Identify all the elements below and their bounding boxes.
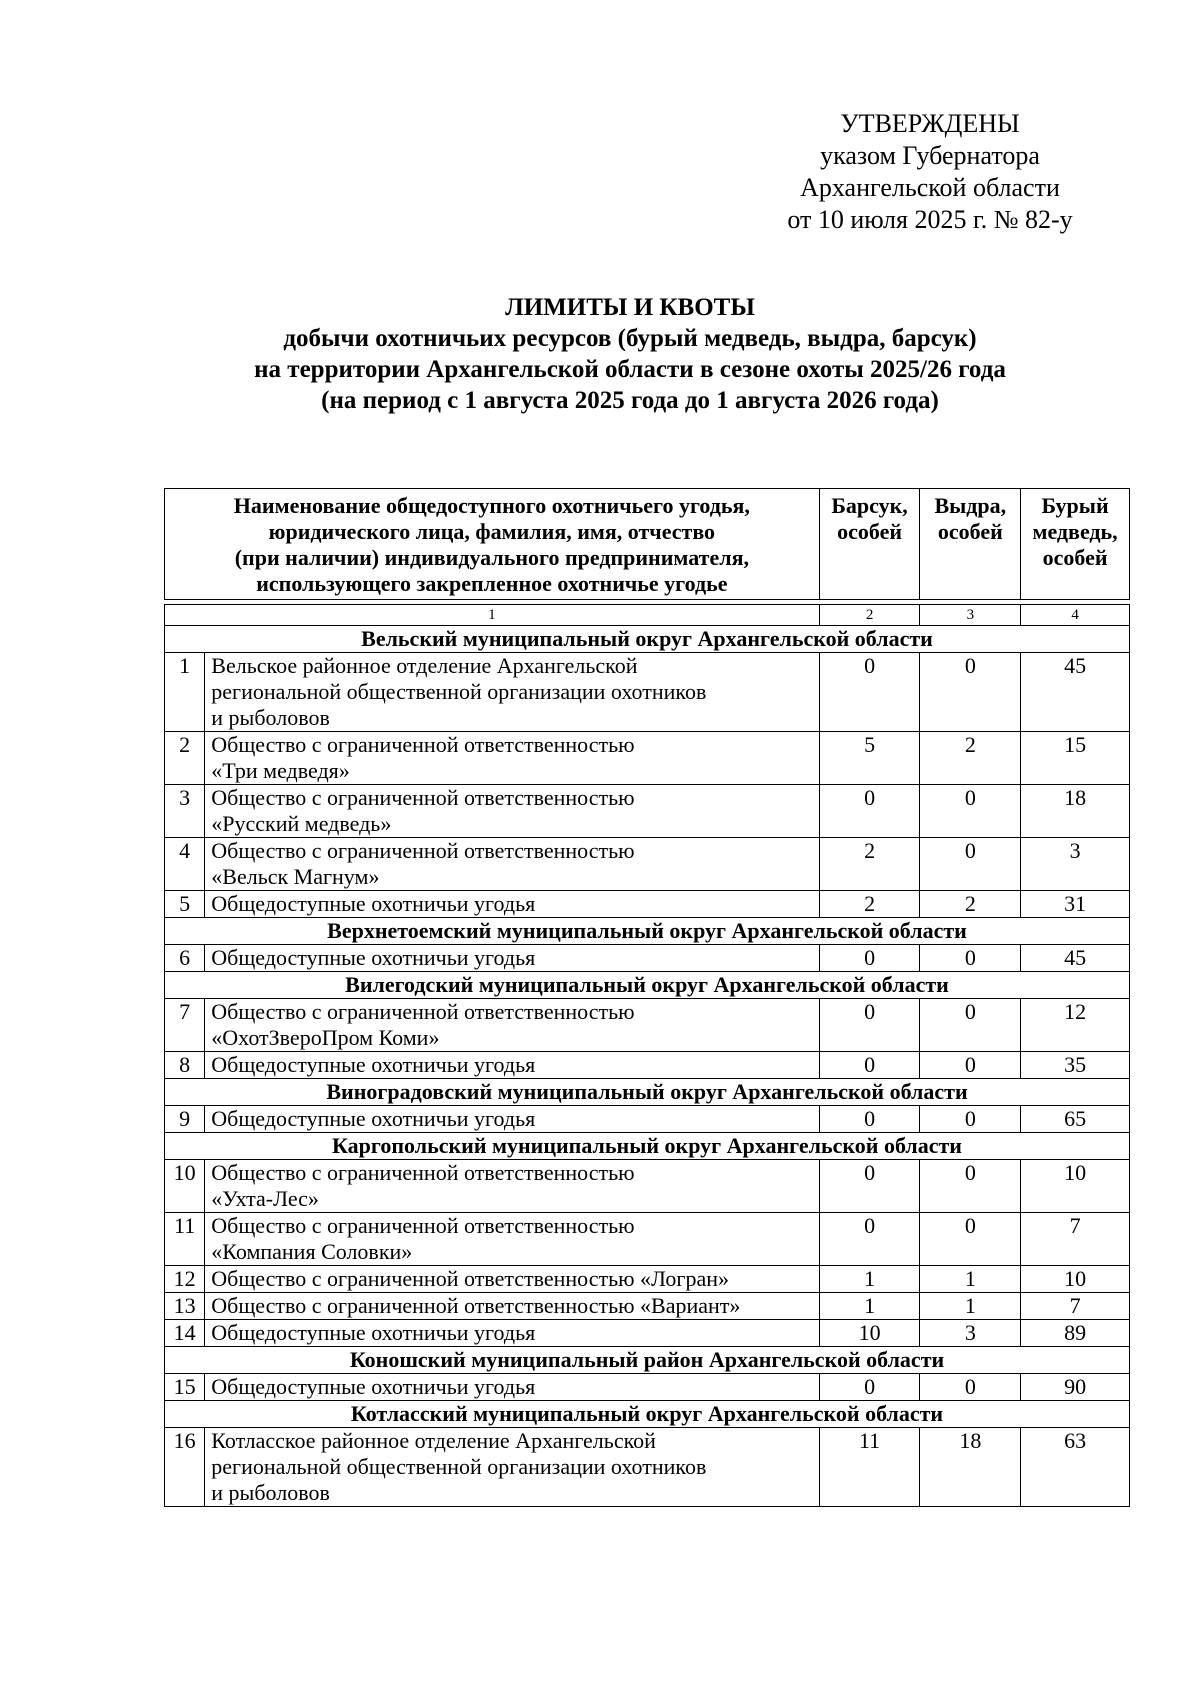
row-name-line: Общедоступные охотничьи угодья [211, 1052, 536, 1077]
row-name-line: Общедоступные охотничьи угодья [211, 1106, 536, 1131]
row-name-line: Общество с ограниченной ответственностью [211, 1160, 635, 1185]
badger-count: 0 [819, 999, 920, 1052]
otter-count: 0 [920, 838, 1021, 891]
bear-count: 63 [1021, 1428, 1130, 1507]
bear-count: 18 [1021, 785, 1130, 838]
row-name-line: «Вельск Магнум» [211, 864, 380, 889]
row-name [205, 1106, 819, 1133]
badger-count: 10 [819, 1320, 920, 1347]
badger-count: 0 [819, 1106, 920, 1133]
row-name-line: «Русский медведь» [211, 811, 392, 836]
row-name [205, 1374, 819, 1401]
district-name: Виноградовский муниципальный округ Архангельской области [165, 1079, 1130, 1106]
row-name [205, 1320, 819, 1347]
otter-count: 0 [920, 785, 1021, 838]
otter-count: 1 [920, 1266, 1021, 1293]
district-row [165, 972, 1130, 999]
row-name [205, 653, 819, 732]
bear-count: 45 [1021, 945, 1130, 972]
table-row [165, 1213, 1130, 1266]
row-name-line: Общедоступные охотничьи угодья [211, 1320, 536, 1345]
table-row [165, 653, 1130, 732]
row-name [205, 1428, 819, 1507]
otter-count: 0 [920, 945, 1021, 972]
row-number: 12 [165, 1266, 205, 1293]
district-row [165, 1401, 1130, 1428]
district-row [165, 626, 1130, 653]
bear-count: 31 [1021, 891, 1130, 918]
otter-count: 0 [920, 1106, 1021, 1133]
table-row [165, 785, 1130, 838]
bear-count: 15 [1021, 732, 1130, 785]
table-row [165, 1266, 1130, 1293]
row-name-line: Общество с ограниченной ответственностью [211, 732, 635, 757]
district-name: Верхнетоемский муниципальный округ Архангельской области [165, 918, 1130, 945]
table-body [165, 626, 1130, 1507]
otter-count: 18 [920, 1428, 1021, 1507]
table-row [165, 1052, 1130, 1079]
row-name-line: Общедоступные охотничьи угодья [211, 945, 536, 970]
bear-count: 65 [1021, 1106, 1130, 1133]
row-name [205, 891, 819, 918]
approval-line-3: Архангельской области [800, 173, 1060, 202]
row-number: 15 [165, 1374, 205, 1401]
district-name: Котласский муниципальный округ Архангельской области [165, 1401, 1130, 1428]
row-name [205, 1213, 819, 1266]
badger-count: 0 [819, 1052, 920, 1079]
row-name-line: Общедоступные охотничьи угодья [211, 891, 536, 916]
limits-table [164, 488, 1130, 1507]
badger-count: 0 [819, 1374, 920, 1401]
district-name: Коношский муниципальный район Архангельской области [165, 1347, 1130, 1374]
otter-count: 1 [920, 1293, 1021, 1320]
table-row [165, 1428, 1130, 1507]
header-badger: Барсук, особей [819, 489, 920, 600]
row-name [205, 732, 819, 785]
table-row [165, 891, 1130, 918]
district-name: Каргопольский муниципальный округ Архангельской области [165, 1133, 1130, 1160]
row-name [205, 838, 819, 891]
table-row [165, 1293, 1130, 1320]
otter-count: 0 [920, 1213, 1021, 1266]
badger-count: 2 [819, 891, 920, 918]
row-name-line: «ОхотЗвероПром Коми» [211, 1025, 440, 1050]
badger-count: 5 [819, 732, 920, 785]
bear-count: 7 [1021, 1213, 1130, 1266]
row-name-line: региональной общественной организации охотников [211, 679, 707, 704]
bear-count: 45 [1021, 653, 1130, 732]
district-row [165, 1347, 1130, 1374]
table-row [165, 732, 1130, 785]
row-name-line: Общедоступные охотничьи угодья [211, 1374, 536, 1399]
otter-count: 0 [920, 1052, 1021, 1079]
badger-count: 0 [819, 785, 920, 838]
row-name-line: «Ухта-Лес» [211, 1186, 319, 1211]
badger-count: 0 [819, 653, 920, 732]
column-number-3: 3 [920, 605, 1021, 626]
bear-count: 7 [1021, 1293, 1130, 1320]
otter-count: 3 [920, 1320, 1021, 1347]
otter-count: 0 [920, 653, 1021, 732]
table-row [165, 1374, 1130, 1401]
row-name [205, 1160, 819, 1213]
row-number: 4 [165, 838, 205, 891]
title-main: ЛИМИТЫ И КВОТЫ [505, 294, 755, 321]
column-number-2: 2 [819, 605, 920, 626]
badger-count: 0 [819, 1213, 920, 1266]
district-row [165, 1133, 1130, 1160]
otter-count: 0 [920, 1160, 1021, 1213]
badger-count: 2 [819, 838, 920, 891]
row-number: 7 [165, 999, 205, 1052]
district-row [165, 918, 1130, 945]
row-number: 5 [165, 891, 205, 918]
row-number: 9 [165, 1106, 205, 1133]
table-row [165, 838, 1130, 891]
otter-count: 0 [920, 999, 1021, 1052]
row-name [205, 1266, 819, 1293]
row-name-line: и рыболовов [211, 1480, 330, 1505]
row-name-line: Общество с ограниченной ответственностью «Логран» [211, 1266, 729, 1291]
bear-count: 89 [1021, 1320, 1130, 1347]
badger-count: 0 [819, 945, 920, 972]
bear-count: 12 [1021, 999, 1130, 1052]
otter-count: 2 [920, 732, 1021, 785]
approval-stamp [760, 108, 1100, 236]
header-name: Наименование общедоступного охотничьего угодья, юридического лица, фамилия, имя, отчество (при наличии) индивидуального предпринимателя, использующего закрепленное охотничье угодье [165, 489, 820, 600]
approval-title: УТВЕРЖДЕНЫ [840, 109, 1020, 138]
row-number: 1 [165, 653, 205, 732]
approval-line-4: от 10 июля 2025 г. № 82-у [787, 205, 1073, 234]
row-name-line: и рыболовов [211, 705, 330, 730]
otter-count: 0 [920, 1374, 1021, 1401]
row-name-line: Общество с ограниченной ответственностью [211, 1213, 635, 1238]
table-row [165, 1106, 1130, 1133]
bear-count: 35 [1021, 1052, 1130, 1079]
table-row [165, 1160, 1130, 1213]
title-line-4: (на период с 1 августа 2025 года до 1 августа 2026 года) [321, 387, 939, 414]
row-name-line: региональной общественной организации охотников [211, 1454, 707, 1479]
column-number-4: 4 [1021, 605, 1130, 626]
badger-count: 11 [819, 1428, 920, 1507]
row-name-line: Общество с ограниченной ответственностью [211, 838, 635, 863]
row-number: 8 [165, 1052, 205, 1079]
badger-count: 0 [819, 1160, 920, 1213]
header-otter: Выдра, особей [920, 489, 1021, 600]
row-number: 10 [165, 1160, 205, 1213]
row-name [205, 945, 819, 972]
column-number-1: 1 [165, 605, 820, 626]
row-number: 3 [165, 785, 205, 838]
row-name [205, 1052, 819, 1079]
row-name-line: Общество с ограниченной ответственностью «Вариант» [211, 1293, 741, 1318]
column-number-row [165, 605, 1130, 626]
district-name: Вилегодский муниципальный округ Архангельской области [165, 972, 1130, 999]
header-row [165, 489, 1130, 600]
bear-count: 10 [1021, 1160, 1130, 1213]
badger-count: 1 [819, 1266, 920, 1293]
row-name-line: Котласское районное отделение Архангельской [211, 1428, 656, 1453]
row-number: 13 [165, 1293, 205, 1320]
row-number: 14 [165, 1320, 205, 1347]
row-number: 6 [165, 945, 205, 972]
bear-count: 3 [1021, 838, 1130, 891]
row-name-line: «Компания Соловки» [211, 1239, 413, 1264]
row-name [205, 785, 819, 838]
bear-count: 90 [1021, 1374, 1130, 1401]
district-name: Вельский муниципальный округ Архангельской области [165, 626, 1130, 653]
district-row [165, 1079, 1130, 1106]
badger-count: 1 [819, 1293, 920, 1320]
row-number: 16 [165, 1428, 205, 1507]
row-number: 2 [165, 732, 205, 785]
table-row [165, 945, 1130, 972]
bear-count: 10 [1021, 1266, 1130, 1293]
row-name-line: Общество с ограниченной ответственностью [211, 785, 635, 810]
approval-line-2: указом Губернатора [820, 141, 1040, 170]
table-row [165, 999, 1130, 1052]
row-name-line: «Три медведя» [211, 758, 350, 783]
table-row [165, 1320, 1130, 1347]
title-line-2: добычи охотничьих ресурсов (бурый медведь, выдра, барсук) [283, 325, 977, 352]
row-number: 11 [165, 1213, 205, 1266]
row-name [205, 1293, 819, 1320]
row-name-line: Общество с ограниченной ответственностью [211, 999, 635, 1024]
row-name [205, 999, 819, 1052]
document-title [150, 292, 1110, 416]
title-line-3: на территории Архангельской области в сезоне охоты 2025/26 года [254, 356, 1006, 383]
row-name-line: Вельское районное отделение Архангельской [211, 653, 638, 678]
otter-count: 2 [920, 891, 1021, 918]
header-bear: Бурый медведь, особей [1021, 489, 1130, 600]
